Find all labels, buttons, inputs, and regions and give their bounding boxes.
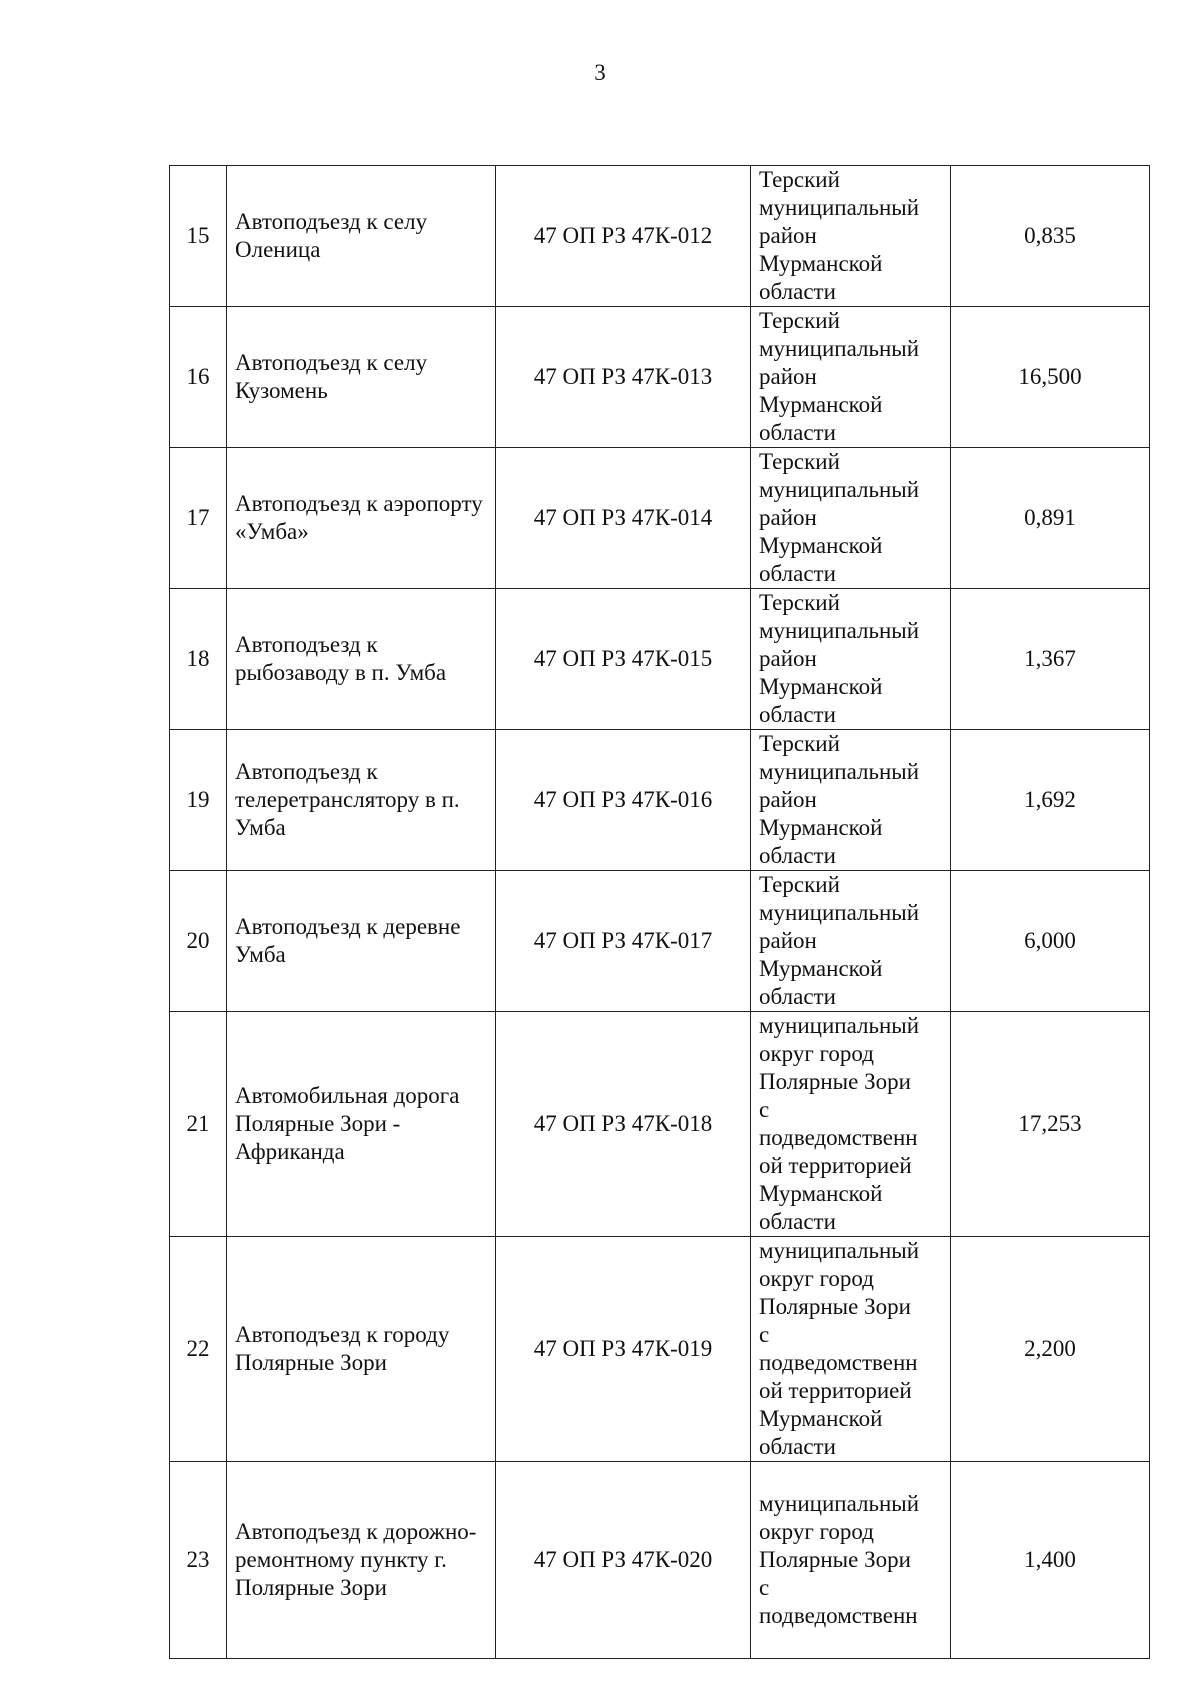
municipality: муниципальный округ город Полярные Зори с подведомственн ой территорией Мурманской области [751,1012,951,1237]
row-number: 16 [170,307,227,448]
road-length: 17,253 [951,1012,1150,1237]
road-length: 0,891 [951,448,1150,589]
road-name: Автоподъезд к селу Оленица [227,166,496,307]
page-number: 3 [594,60,606,85]
municipality: муниципальный округ город Полярные Зори с подведомственн ой территорией Мурманской области [751,1237,951,1462]
road-id-code: 47 ОП РЗ 47К-020 [496,1462,751,1659]
municipality-text: муниципальный округ город Полярные Зори с подведомственн [759,1491,920,1628]
row-number: 20 [170,871,227,1012]
table-row [170,730,1150,871]
road-name: Автомобильная дорога Полярные Зори - Африканда [227,1012,496,1237]
road-name: Автоподъезд к аэропорту «Умба» [227,448,496,589]
roads-table [169,165,1150,1659]
row-number: 18 [170,589,227,730]
municipality: Терский муниципальный район Мурманской области [751,589,951,730]
road-length: 1,367 [951,589,1150,730]
table-row [170,307,1150,448]
row-number: 15 [170,166,227,307]
row-number: 22 [170,1237,227,1462]
road-id-code: 47 ОП РЗ 47К-016 [496,730,751,871]
table-row [170,166,1150,307]
road-length: 1,692 [951,730,1150,871]
municipality: Терский муниципальный район Мурманской области [751,730,951,871]
road-name: Автоподъезд к городу Полярные Зори [227,1237,496,1462]
road-id-code: 47 ОП РЗ 47К-012 [496,166,751,307]
road-length: 6,000 [951,871,1150,1012]
table-row [170,589,1150,730]
table-row [170,871,1150,1012]
row-number: 17 [170,448,227,589]
row-number: 23 [170,1462,227,1659]
road-name: Автоподъезд к телеретранслятору в п. Умба [227,730,496,871]
road-id-code: 47 ОП РЗ 47К-019 [496,1237,751,1462]
road-length: 2,200 [951,1237,1150,1462]
municipality: Терский муниципальный район Мурманской области [751,448,951,589]
road-length: 16,500 [951,307,1150,448]
table-row [170,1237,1150,1462]
road-id-code: 47 ОП РЗ 47К-014 [496,448,751,589]
table-row [170,448,1150,589]
road-id-code: 47 ОП РЗ 47К-018 [496,1012,751,1237]
municipality: Терский муниципальный район Мурманской области [751,871,951,1012]
road-id-code: 47 ОП РЗ 47К-017 [496,871,751,1012]
road-name: Автоподъезд к дорожно-ремонтному пункту г. Полярные Зори [227,1462,496,1659]
row-number: 19 [170,730,227,871]
municipality: Терский муниципальный район Мурманской области [751,307,951,448]
table-row [170,1462,1150,1659]
road-name: Автоподъезд к рыбозаводу в п. Умба [227,589,496,730]
road-id-code: 47 ОП РЗ 47К-013 [496,307,751,448]
municipality: Терский муниципальный район Мурманской области [751,166,951,307]
road-id-code: 47 ОП РЗ 47К-015 [496,589,751,730]
road-name: Автоподъезд к деревне Умба [227,871,496,1012]
road-length: 0,835 [951,166,1150,307]
municipality [751,1462,951,1659]
row-number: 21 [170,1012,227,1237]
table-row [170,1012,1150,1237]
road-name: Автоподъезд к селу Кузомень [227,307,496,448]
road-length: 1,400 [951,1462,1150,1659]
